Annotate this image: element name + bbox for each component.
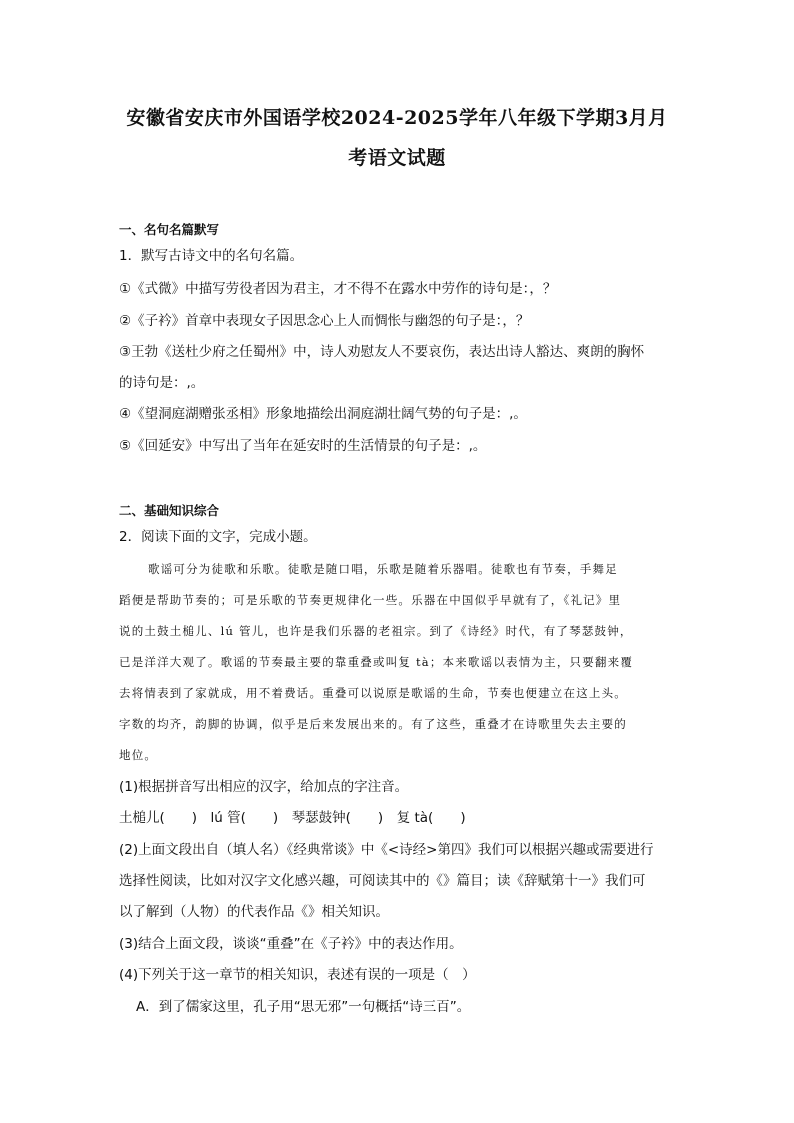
passage-line: 字数的均齐，韵脚的协调，似乎是后来发展出来的。有了这些，重叠才在诗歌里失去主要的 [119, 717, 627, 731]
question-1-item-3-continued: 的诗句是：,。 [119, 375, 205, 391]
sub-question-1: (1)根据拼音写出相应的汉字，给加点的字注音。 [119, 779, 409, 795]
passage-line: 歌谣可分为徒歌和乐歌。徒歌是随口唱，乐歌是随着乐器唱。徒歌也有节奏，手舞足 [148, 562, 618, 576]
sub-question-4: (4)下列关于这一章节的相关知识，表述有误的一项是（ ） [119, 967, 476, 983]
question-1-item-2: ②《子衿》首章中表现女子因思念心上人而惆怅与幽怨的句子是：，？ [119, 313, 530, 329]
question-1-item-3: ③王勃《送杜少府之任蜀州》中，诗人劝慰友人不要哀伤，表达出诗人豁达、爽朗的胸怀 [119, 344, 645, 360]
question-2: 2．阅读下面的文字，完成小题。 [119, 529, 317, 545]
option-a: A．到了儒家这里，孔子用“思无邪”一句概括“诗三百”。 [136, 999, 471, 1015]
section2-heading: 二、基础知识综合 [119, 503, 220, 518]
section1-heading: 一、名句名篇默写 [119, 222, 220, 237]
sub-question-2-continued: 以了解到（人物）的代表作品《》相关知识。 [119, 904, 389, 920]
sub-question-3: (3)结合上面文段，谈谈“重叠”在《子衿》中的表达作用。 [119, 936, 463, 952]
sub-question-2: (2)上面文段出自（填人名）《经典常谈》中《<诗经>第四》我们可以根据兴趣或需要进行 [119, 842, 654, 858]
document-title-line1: 安徽省安庆市外国语学校2024-2025学年八年级下学期3月月 [126, 107, 668, 129]
document-title-line2: 考语文试题 [348, 147, 446, 169]
passage-line: 去将情表到了家就成，用不着费话。重叠可以说原是歌谣的生命，节奏也便建立在这上头。 [119, 686, 627, 700]
sub-question-2-continued: 选择性阅读，比如对汉字文化感兴趣，可阅读其中的《》篇目；读《辞赋第十一》我们可 [119, 873, 646, 889]
sub-question-1-blanks: 土槌儿( ) lú 管( ) 琴瑟鼓钟( ) 复 tà( ) [119, 810, 466, 826]
passage-line: 说的土鼓土槌儿、lú 管儿，也许是我们乐器的老祖宗。到了《诗经》时代，有了琴瑟鼓钟， [119, 624, 633, 638]
question-1-item-1: ①《式微》中描写劳役者因为君主，才不得不在露水中劳作的诗句是：，？ [119, 281, 557, 297]
question-1-item-5: ⑤《回延安》中写出了当年在延安时的生活情景的句子是：,。 [119, 438, 487, 454]
passage-line: 已是洋洋大观了。歌谣的节奏最主要的靠重叠或叫复 tà；本来歌谣以表情为主，只要翻来覆 [119, 655, 634, 669]
question-1: 1．默写古诗文中的名句名篇。 [119, 248, 304, 264]
question-1-item-4: ④《望洞庭湖赠张丞相》形象地描绘出洞庭湖壮阔气势的句子是：,。 [119, 406, 527, 422]
passage-line: 蹈便是帮助节奏的；可是乐歌的节奏更规律化一些。乐器在中国似乎早就有了，《礼记》里 [119, 593, 622, 607]
passage-line: 地位。 [119, 748, 158, 762]
